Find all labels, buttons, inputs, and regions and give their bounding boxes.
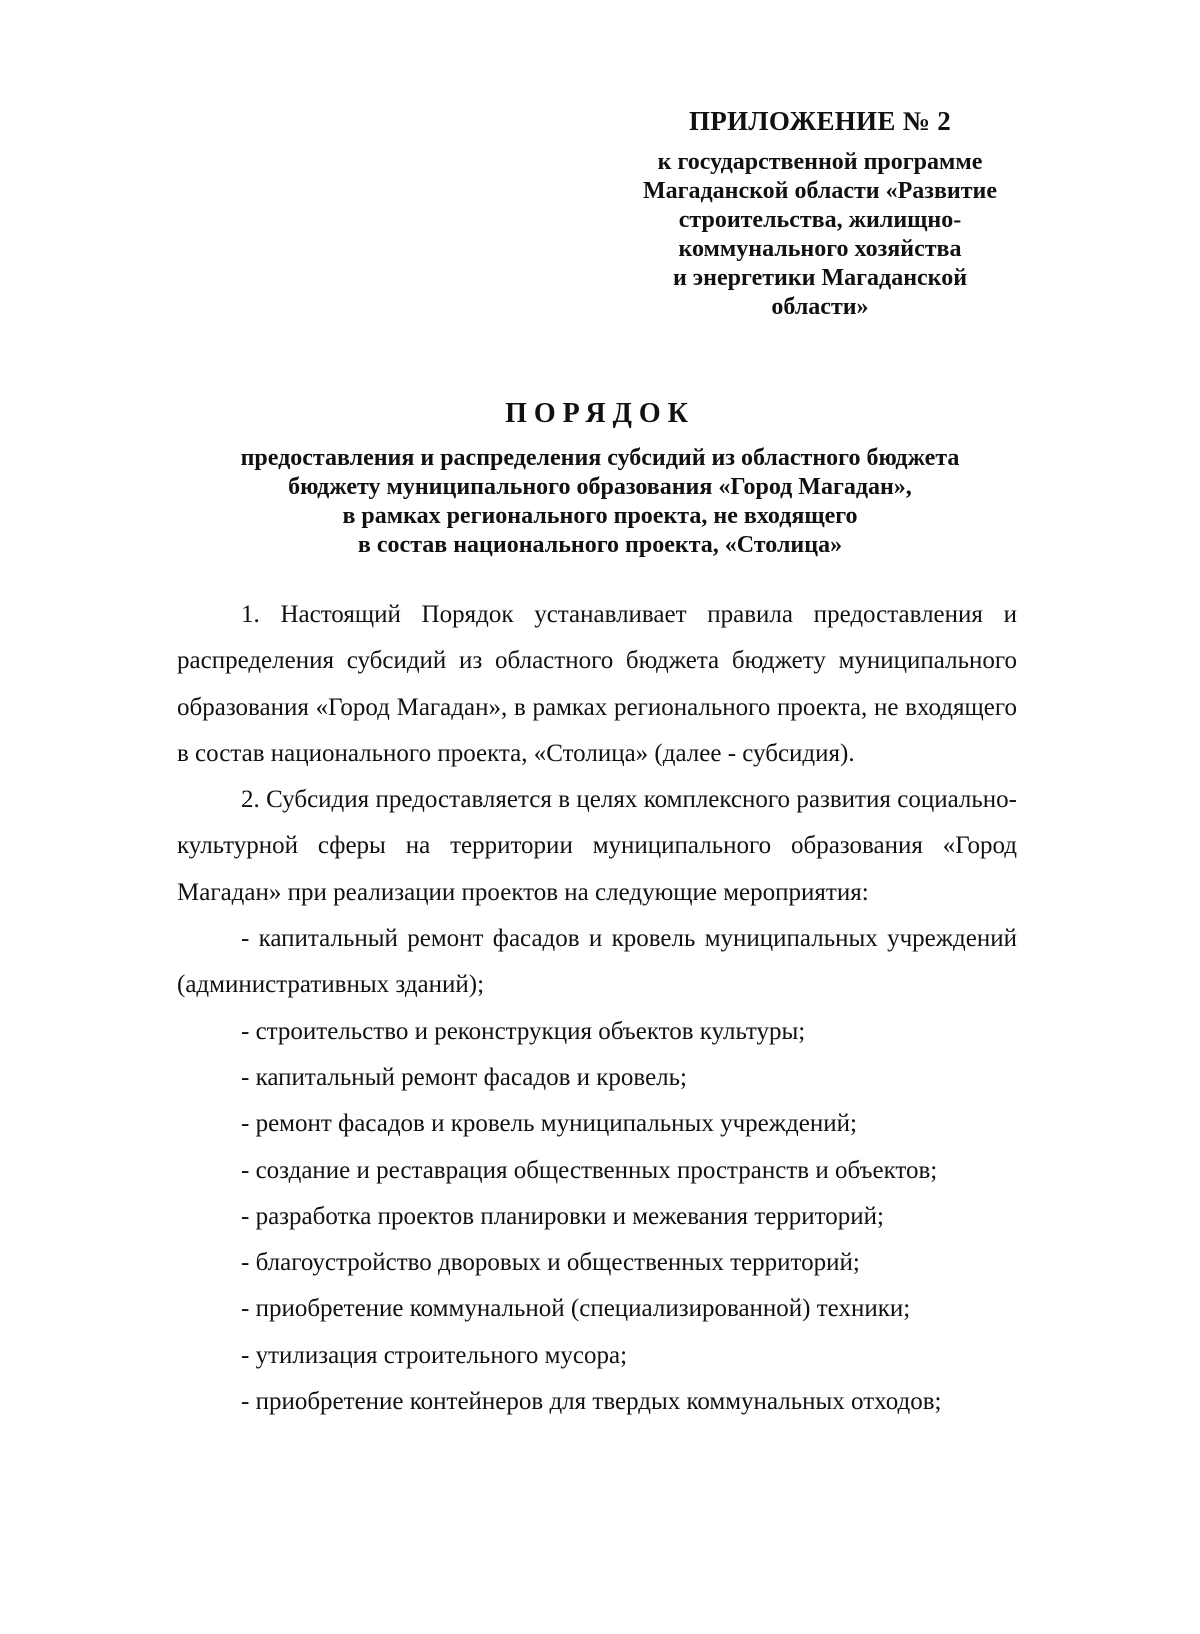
appendix-line: коммунального хозяйства [678, 236, 962, 262]
appendix-header [610, 104, 1030, 322]
list-item: - благоустройство дворовых и общественных территорий; [241, 1249, 860, 1277]
appendix-line: и энергетики Магаданской [672, 265, 968, 291]
list-item: - капитальный ремонт фасадов и кровель муниципальных учреждений (административных зданий); [177, 925, 1017, 999]
subtitle-line: в рамках регионального проекта, не входящего [342, 503, 858, 529]
subtitle-line: в состав национального проекта, «Столица» [357, 532, 843, 558]
list-item: - утилизация строительного мусора; [241, 1341, 628, 1369]
list-item: - капитальный ремонт фасадов и кровель; [241, 1063, 687, 1091]
list-item: - создание и реставрация общественных пространств и объектов; [241, 1156, 938, 1184]
list-item: - приобретение контейнеров для твердых коммунальных отходов; [241, 1388, 942, 1416]
list-item: - разработка проектов планировки и межевания территорий; [241, 1202, 884, 1230]
appendix-title: ПРИЛОЖЕНИЕ № 2 [689, 106, 951, 136]
appendix-line: к государственной программе [657, 149, 983, 175]
appendix-line: области» [771, 294, 869, 320]
list-item: - приобретение коммунальной (специализированной) техники; [241, 1295, 911, 1323]
list-item: - строительство и реконструкция объектов культуры; [241, 1017, 806, 1045]
paragraph-2: 2. Субсидия предоставляется в целях комплексного развития социально-культурной сферы на территории муниципального образования «Город Магадан» при реализации проектов на следующие мероприятия: [177, 786, 1017, 906]
document-subtitle [0, 444, 1200, 560]
appendix-line: строительства, жилищно- [678, 207, 962, 233]
subtitle-line: бюджету муниципального образования «Город Магадан», [288, 474, 912, 500]
paragraph-1: 1. Настоящий Порядок устанавливает правила предоставления и распределения субсидий из областного бюджета бюджету муниципального образования «Город Магадан», в рамках регионального проекта, не входящего в состав национального проекта, «Столица» (далее - субсидия). [177, 601, 1017, 767]
document-title: ПОРЯДОК [505, 398, 695, 429]
document-body [177, 592, 1017, 1425]
list-item: - ремонт фасадов и кровель муниципальных учреждений; [241, 1110, 857, 1138]
appendix-line: Магаданской области «Развитие [642, 178, 997, 204]
subtitle-line: предоставления и распределения субсидий из областного бюджета [240, 445, 960, 471]
